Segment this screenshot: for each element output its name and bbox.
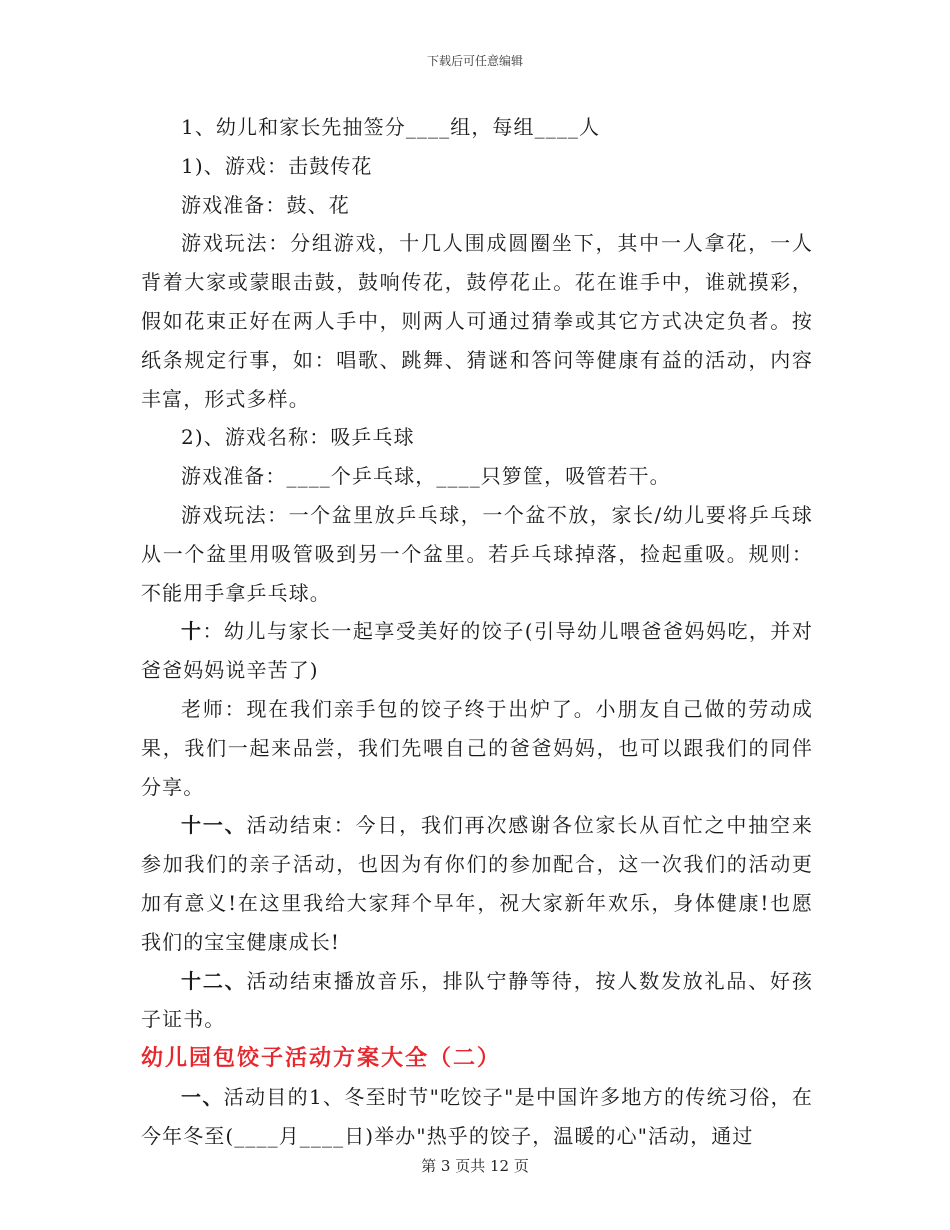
step-twelve-lead: 十二、 [181, 968, 247, 993]
paragraph-step-ten [141, 612, 813, 690]
step-eleven-text: 活动结束：今日，我们再次感谢各位家长从百忙之中抽空来参加我们的亲子活动，也因为有你们的参加配合，这一次我们的活动更加有意义!在这里我给大家拜个早年，祝大家新年欢乐，身体健康!也愿我们的宝宝健康成长! [141, 813, 813, 954]
document-body [141, 108, 813, 1156]
paragraph-teacher-speech: 老师：现在我们亲手包的饺子终于出炉了。小朋友自己做的劳动成果，我们一起来品尝，我们先喂自己的爸爸妈妈，也可以跟我们的同伴分享。 [141, 696, 813, 799]
paragraph-step-twelve [141, 962, 813, 1040]
purpose-lead: 一、 [181, 1084, 224, 1109]
paragraph-game2-rules: 游戏玩法：一个盆里放乒乓球，一个盆不放，家长/幼儿要将乒乓球从一个盆里用吸管吸到另一个盆里。若乒乓球掉落，捡起重吸。规则：不能用手拿乒乓球。 [141, 502, 813, 605]
paragraph-game2-prep: 游戏准备：____个乒乓球，____只箩筐，吸管若干。 [181, 464, 671, 489]
paragraph-game2-title: 2)、游戏名称：吸乒乓球 [181, 425, 415, 450]
paragraph-purpose [141, 1078, 813, 1156]
step-twelve-text: 活动结束播放音乐，排队宁静等待，按人数发放礼品、好孩子证书。 [141, 968, 813, 1032]
step-eleven-lead: 十一、 [181, 813, 247, 838]
paragraph-game1-title: 1)、游戏：击鼓传花 [181, 153, 373, 178]
step-ten-text: ：幼儿与家长一起享受美好的饺子(引导幼儿喂爸爸妈妈吃，并对爸爸妈妈说辛苦了) [141, 619, 814, 683]
page-number-footer: 第 3 页共 12 页 [421, 1157, 529, 1175]
section-title: 幼儿园包饺子活动方案大全（二） [141, 1045, 502, 1072]
paragraph-game1-prep: 游戏准备：鼓、花 [181, 192, 350, 217]
paragraph-grouping: 1、幼儿和家长先抽签分____组，每组____人 [181, 115, 601, 139]
step-ten-lead: 十 [181, 619, 203, 644]
paragraph-game1-rules: 游戏玩法：分组游戏，十几人围成圆圈坐下，其中一人拿花，一人背着大家或蒙眼击鼓，鼓响传花，鼓停花止。花在谁手中，谁就摸彩，假如花束正好在两人手中，则两人可通过猜拳或其它方式决定负者。按纸条规定行事，如：唱歌、跳舞、猜谜和答问等健康有益的活动，内容丰富，形式多样。 [141, 231, 813, 411]
paragraph-step-eleven [141, 806, 813, 961]
purpose-text: 活动目的1、冬至时节"吃饺子"是中国许多地方的传统习俗，在今年冬至(____月____日)举办"热乎的饺子，温暖的心"活动，通过 [141, 1084, 813, 1148]
page-header-note: 下载后可任意编辑 [426, 54, 523, 68]
